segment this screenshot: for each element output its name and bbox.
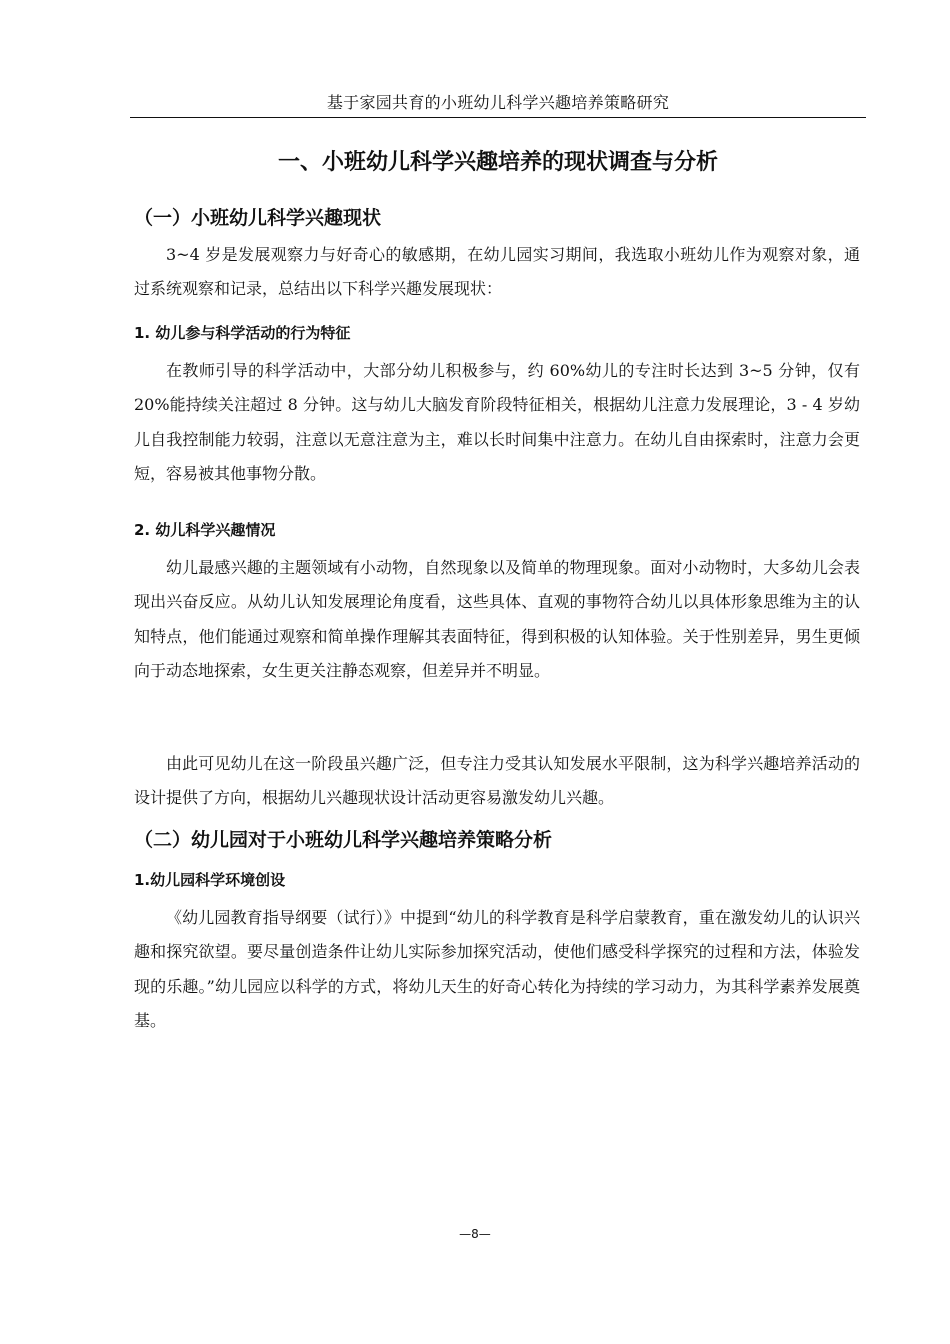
subsection2-1-paragraph: 《幼儿园教育指导纲要（试行）》中提到“幼儿的科学教育是科学启蒙教育，重在激发幼儿的认识兴趣和探究欲望。要尽量创造条件让幼儿实际参加探究活动，使他们感受科学探究的过程和方法，体验发现的乐趣。”幼儿园应以科学的方式，将幼儿天生的好奇心转化为持续的学习动力，为其科学素养发展奠基。 bbox=[134, 908, 860, 1031]
subsection-heading-2-1: 1.幼儿园科学环境创设 bbox=[134, 871, 286, 889]
running-header: 基于家园共育的小班幼儿科学兴趣培养策略研究 bbox=[326, 93, 670, 112]
section-heading-1: （一）小班幼儿科学兴趣现状 bbox=[134, 207, 382, 229]
header-rule bbox=[130, 117, 866, 118]
page-number: —8— bbox=[459, 1227, 491, 1241]
subsection1-2-paragraph: 幼儿最感兴趣的主题领域有小动物，自然现象以及简单的物理现象。面对小动物时，大多幼儿会表现出兴奋反应。从幼儿认知发展理论角度看，这些具体、直观的事物符合幼儿以具体形象思维为主的认知特点，他们能通过观察和简单操作理解其表面特征，得到积极的认知体验。关于性别差异，男生更倾向于动态地探索，女生更关注静态观察，但差异并不明显。 bbox=[134, 558, 860, 681]
subsection-heading-1-2: 2. 幼儿科学兴趣情况 bbox=[134, 521, 276, 539]
chapter-title: 一、小班幼儿科学兴趣培养的现状调查与分析 bbox=[277, 150, 718, 175]
section1-intro-paragraph: 3~4 岁是发展观察力与好奇心的敏感期，在幼儿园实习期间，我选取小班幼儿作为观察对象，通过系统观察和记录，总结出以下科学兴趣发展现状： bbox=[134, 245, 860, 299]
section1-conclusion-paragraph: 由此可见幼儿在这一阶段虽兴趣广泛，但专注力受其认知发展水平限制，这为科学兴趣培养活动的设计提供了方向，根据幼儿兴趣现状设计活动更容易激发幼儿兴趣。 bbox=[134, 754, 860, 808]
subsection-heading-1-1: 1. 幼儿参与科学活动的行为特征 bbox=[134, 324, 351, 342]
subsection1-1-paragraph: 在教师引导的科学活动中，大部分幼儿积极参与，约 60%幼儿的专注时长达到 3~5 分钟，仅有 20%能持续关注超过 8 分钟。这与幼儿大脑发育阶段特征相关，根据幼儿注意力发展理论，3 - 4 岁幼儿自我控制能力较弱，注意以无意注意为主，难以长时间集中注意力。在幼儿自由探索时，注意力会更短，容易被其他事物分散。 bbox=[134, 361, 860, 484]
section-heading-2: （二）幼儿园对于小班幼儿科学兴趣培养策略分析 bbox=[134, 829, 553, 851]
